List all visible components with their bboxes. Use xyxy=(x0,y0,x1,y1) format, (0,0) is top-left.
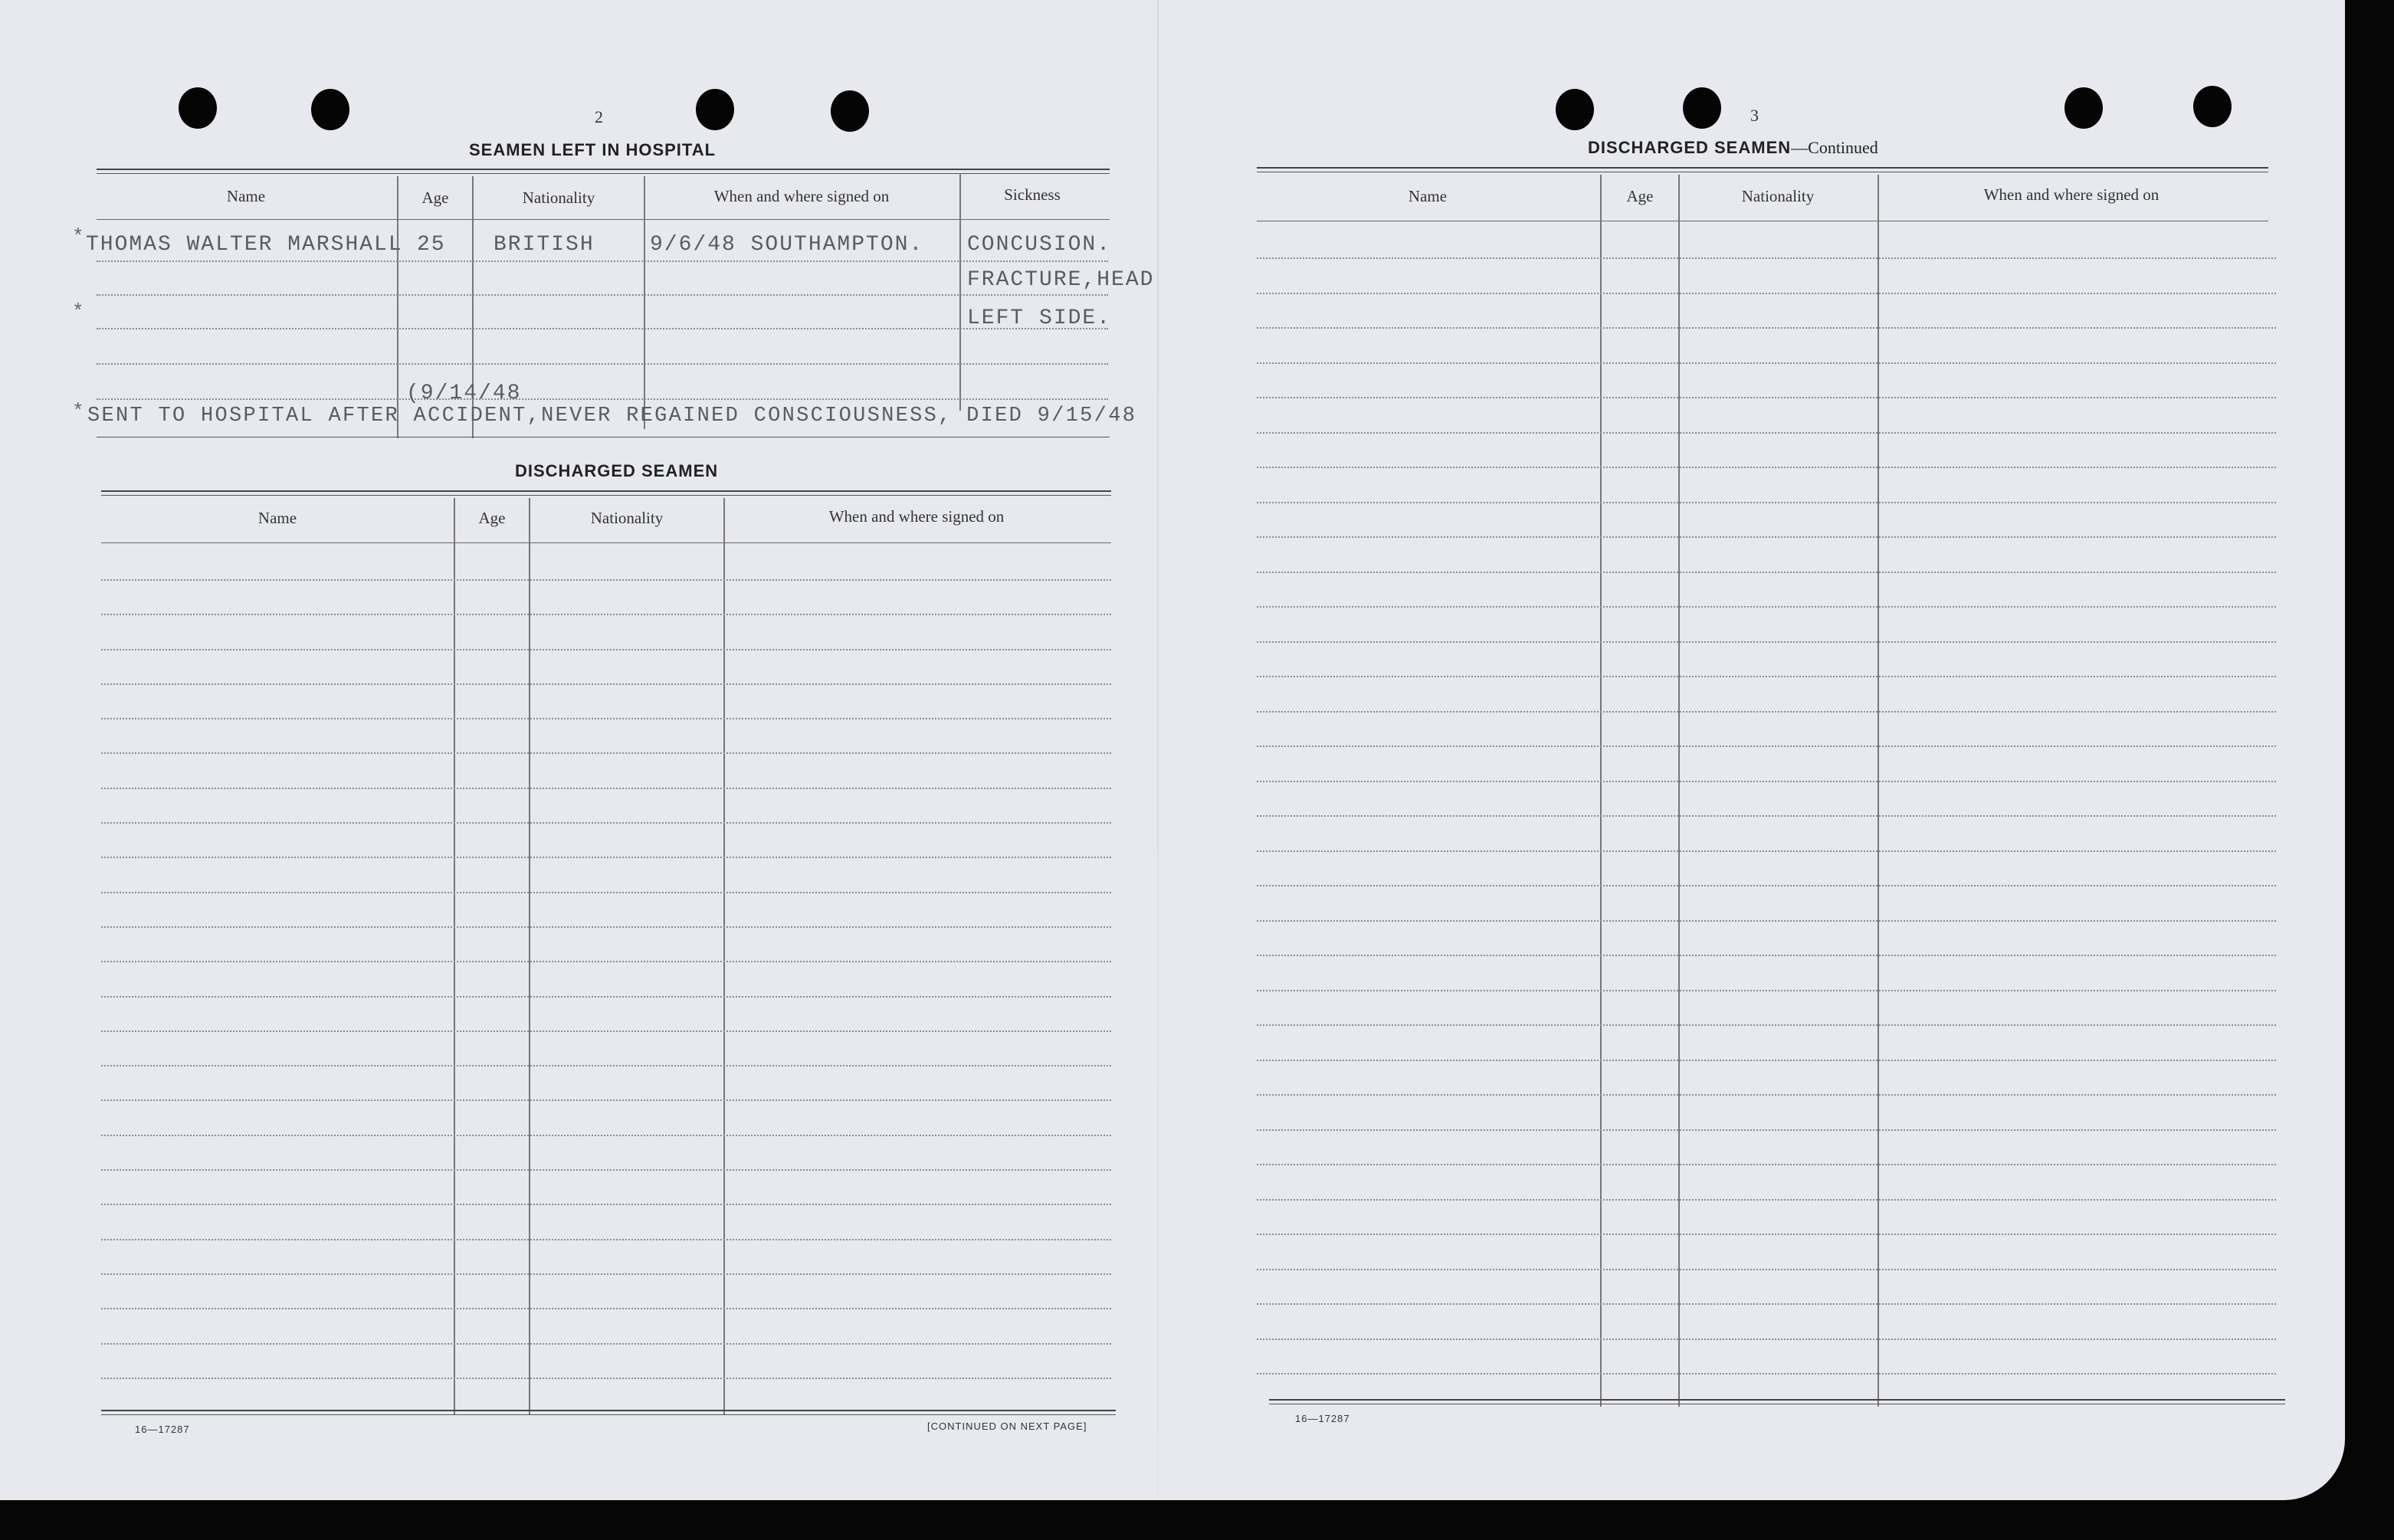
hospital-header-rule xyxy=(97,219,1110,220)
table-row-line xyxy=(1257,397,2276,398)
right-col-divider xyxy=(1678,175,1680,1407)
hospital-section-title: SEAMEN LEFT IN HOSPITAL xyxy=(469,140,717,159)
table-row-line xyxy=(1257,362,2276,364)
table-row-line xyxy=(1257,1373,2276,1375)
table-row-line xyxy=(1257,1060,2276,1061)
header-signed-on: When and where signed on xyxy=(828,507,1005,526)
entry-asterisk: * xyxy=(72,300,84,323)
entry-asterisk: * xyxy=(72,225,84,248)
table-row-line xyxy=(1257,745,2276,747)
entry-sickness-line: FRACTURE,HEAD xyxy=(967,268,1155,292)
table-row-line xyxy=(101,1308,1111,1309)
table-row-line xyxy=(101,614,1111,615)
punch-hole xyxy=(1683,87,1721,129)
right-col-divider xyxy=(1600,175,1602,1407)
header-nationality: Nationality xyxy=(590,509,664,527)
entry-sickness-line: LEFT SIDE. xyxy=(967,306,1112,330)
page-number-right: 3 xyxy=(1750,106,1759,125)
table-row-line xyxy=(1257,815,2276,817)
header-name: Name xyxy=(226,187,266,205)
table-row-line xyxy=(1257,885,2276,886)
table-row-line xyxy=(101,892,1111,893)
punch-hole xyxy=(1556,89,1594,130)
hospital-remark: SENT TO HOSPITAL AFTER ACCIDENT,NEVER REGAINED CONSCIOUSNESS, DIED 9/15/48 xyxy=(87,405,1137,428)
punch-hole xyxy=(831,90,869,132)
table-row-line xyxy=(1257,1164,2276,1165)
hospital-row-line xyxy=(97,260,1108,262)
discharged-continued-title xyxy=(1588,138,1878,158)
table-row-line xyxy=(101,857,1111,858)
table-row-line xyxy=(101,1239,1111,1240)
hospital-row-line xyxy=(97,398,1108,400)
table-row-line xyxy=(1257,1303,2276,1305)
table-row-line xyxy=(1257,920,2276,922)
punch-hole xyxy=(311,89,349,130)
header-name: Name xyxy=(257,509,297,527)
header-sickness: Sickness xyxy=(1004,185,1061,204)
header-signed-on: When and where signed on xyxy=(1983,185,2160,204)
discharged-section-title: DISCHARGED SEAMEN xyxy=(515,461,719,480)
hospital-top-rule xyxy=(97,169,1110,174)
table-row-line xyxy=(101,1099,1111,1101)
table-row-line xyxy=(1257,990,2276,991)
table-row-line xyxy=(101,926,1111,928)
table-row-line xyxy=(101,788,1111,789)
table-row-line xyxy=(1257,1199,2276,1201)
right-col-divider xyxy=(1877,175,1879,1407)
entry-nationality: BRITISH xyxy=(494,233,595,257)
punch-hole xyxy=(696,89,734,130)
table-row-line xyxy=(1257,432,2276,434)
table-row-line xyxy=(1257,502,2276,503)
table-row-line xyxy=(1257,1024,2276,1026)
right-bottom-rule xyxy=(1269,1399,2285,1404)
table-row-line xyxy=(1257,572,2276,573)
punch-hole xyxy=(179,87,217,129)
table-row-line xyxy=(1257,293,2276,294)
table-row-line xyxy=(1257,955,2276,956)
table-row-line xyxy=(1257,781,2276,782)
continued-suffix: —Continued xyxy=(1791,138,1878,157)
page-fold xyxy=(1157,0,1159,1494)
discharged-col-divider xyxy=(723,498,725,1414)
table-row-line xyxy=(101,579,1111,581)
discharged-bottom-rule xyxy=(101,1410,1116,1415)
table-row-line xyxy=(101,996,1111,998)
header-nationality: Nationality xyxy=(1741,187,1815,205)
table-row-line xyxy=(101,961,1111,962)
table-row-line xyxy=(1257,1269,2276,1270)
table-row-line xyxy=(101,1030,1111,1032)
table-row-line xyxy=(1257,711,2276,713)
remark-asterisk: * xyxy=(72,400,84,423)
header-signed-on: When and where signed on xyxy=(713,187,890,205)
table-row-line xyxy=(101,649,1111,650)
entry-name: THOMAS WALTER MARSHALL xyxy=(86,233,403,257)
table-row-line xyxy=(101,822,1111,824)
discharged-header-rule xyxy=(101,542,1111,543)
table-row-line xyxy=(1257,606,2276,608)
table-row-line xyxy=(101,718,1111,719)
discharged-col-divider xyxy=(529,498,530,1414)
table-row-line xyxy=(1257,1234,2276,1235)
table-row-line xyxy=(101,1169,1111,1171)
table-row-line xyxy=(101,1065,1111,1067)
date-note: (9/14/48 xyxy=(406,382,522,405)
header-name: Name xyxy=(1408,187,1448,205)
continued-note: [CONTINUED ON NEXT PAGE] xyxy=(927,1420,1087,1432)
table-row-line xyxy=(101,1273,1111,1275)
table-row-line xyxy=(1257,257,2276,259)
table-row-line xyxy=(1257,850,2276,852)
page-number-left: 2 xyxy=(595,107,603,126)
punch-hole xyxy=(2064,87,2103,129)
table-row-line xyxy=(1257,1129,2276,1131)
table-row-line xyxy=(1257,467,2276,468)
entry-sickness-line: CONCUSION. xyxy=(967,233,1112,257)
table-row-line xyxy=(101,1343,1111,1345)
table-row-line xyxy=(101,752,1111,754)
right-top-rule xyxy=(1257,167,2268,172)
discharged-col-divider xyxy=(454,498,455,1414)
table-row-line xyxy=(101,1204,1111,1205)
table-row-line xyxy=(1257,676,2276,677)
header-nationality: Nationality xyxy=(522,188,595,207)
header-age: Age xyxy=(478,509,506,527)
punch-hole xyxy=(2193,86,2232,127)
hospital-col-divider xyxy=(959,173,961,411)
form-number-left: 16—17287 xyxy=(135,1424,190,1435)
table-row-line xyxy=(1257,536,2276,538)
table-row-line xyxy=(1257,327,2276,329)
table-row-line xyxy=(101,1135,1111,1136)
header-age: Age xyxy=(1626,187,1654,205)
discharged-top-rule xyxy=(101,490,1111,496)
hospital-col-divider xyxy=(644,176,645,429)
header-age: Age xyxy=(421,188,449,207)
entry-age: 25 xyxy=(417,233,446,257)
table-row-line xyxy=(101,683,1111,685)
table-row-line xyxy=(1257,641,2276,643)
table-row-line xyxy=(101,1378,1111,1379)
discharged-title-text: DISCHARGED SEAMEN xyxy=(1588,138,1792,157)
form-number-right: 16—17287 xyxy=(1295,1413,1350,1424)
entry-signed-on: 9/6/48 SOUTHAMPTON. xyxy=(650,233,924,257)
hospital-row-line xyxy=(97,294,1108,296)
hospital-row-line xyxy=(97,328,1108,329)
table-row-line xyxy=(1257,1094,2276,1096)
table-row-line xyxy=(1257,1338,2276,1340)
hospital-row-line xyxy=(97,363,1108,365)
